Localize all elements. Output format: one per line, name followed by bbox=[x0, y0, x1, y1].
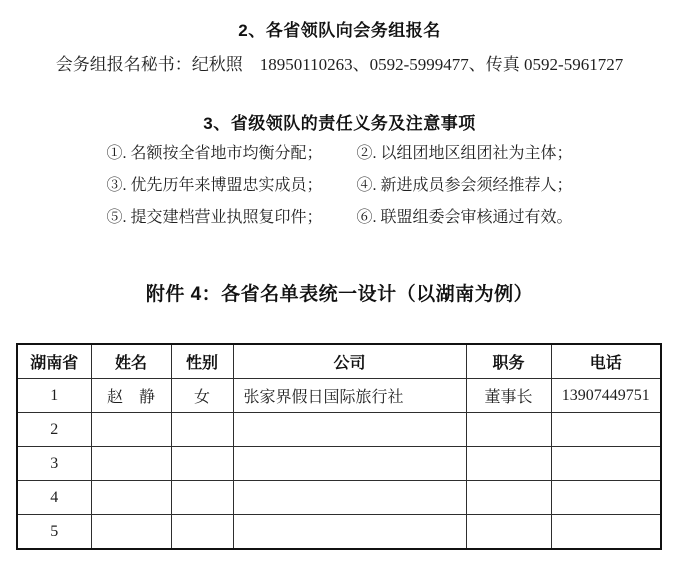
cell-gender bbox=[171, 413, 233, 447]
cell-position: 董事长 bbox=[466, 379, 551, 413]
rule-line bbox=[0, 207, 679, 228]
cell-name bbox=[91, 447, 171, 481]
cell-phone bbox=[551, 413, 661, 447]
cell-phone bbox=[551, 447, 661, 481]
table-row bbox=[17, 379, 661, 413]
cell-gender bbox=[171, 481, 233, 515]
cell-name bbox=[91, 481, 171, 515]
rule-item-5: ⑤. 提交建档营业执照复印件； bbox=[106, 209, 323, 226]
rule-item-3: ③. 优先历年来博盟忠实成员； bbox=[106, 177, 323, 194]
cell-index: 5 bbox=[17, 515, 91, 550]
rule-line bbox=[0, 175, 679, 196]
cell-gender: 女 bbox=[171, 379, 233, 413]
cell-phone bbox=[551, 515, 661, 550]
rule-item-6: ⑥. 联盟组委会审核通过有效。 bbox=[356, 209, 573, 226]
cell-position bbox=[466, 413, 551, 447]
cell-position bbox=[466, 481, 551, 515]
cell-position bbox=[466, 447, 551, 481]
cell-company: 张家界假日国际旅行社 bbox=[233, 379, 466, 413]
roster-table bbox=[16, 343, 662, 550]
cell-gender bbox=[171, 515, 233, 550]
cell-index: 4 bbox=[17, 481, 91, 515]
attachment-title: 附件 4：各省名单表统一设计（以湖南为例） bbox=[145, 284, 534, 305]
header-company: 公司 bbox=[233, 344, 466, 379]
secretary-contact-line: 会务组报名秘书：纪秋照 18950110263、0592-5999477、传真 0592-5961727 bbox=[55, 55, 624, 74]
table-header-row bbox=[17, 344, 661, 379]
cell-position bbox=[466, 515, 551, 550]
cell-name bbox=[91, 413, 171, 447]
rule-line bbox=[0, 143, 679, 164]
header-position: 职务 bbox=[466, 344, 551, 379]
cell-index: 1 bbox=[17, 379, 91, 413]
cell-company bbox=[233, 515, 466, 550]
rule-item-2: ②. 以组团地区组团社为主体； bbox=[356, 145, 573, 162]
header-gender: 性别 bbox=[171, 344, 233, 379]
registration-section-title: 2、各省领队向会务组报名 bbox=[238, 21, 441, 40]
duty-section-title: 3、省级领队的责任义务及注意事项 bbox=[203, 114, 476, 133]
cell-phone bbox=[551, 481, 661, 515]
header-phone: 电话 bbox=[551, 344, 661, 379]
rule-item-1: ①. 名额按全省地市均衡分配； bbox=[106, 145, 323, 162]
roster-table-container bbox=[16, 343, 662, 550]
cell-company bbox=[233, 447, 466, 481]
rule-item-4: ④. 新进成员参会须经推荐人； bbox=[356, 177, 573, 194]
cell-company bbox=[233, 413, 466, 447]
header-name: 姓名 bbox=[91, 344, 171, 379]
table-row bbox=[17, 447, 661, 481]
cell-name: 赵 静 bbox=[91, 379, 171, 413]
cell-index: 2 bbox=[17, 413, 91, 447]
cell-index: 3 bbox=[17, 447, 91, 481]
cell-company bbox=[233, 481, 466, 515]
table-row bbox=[17, 515, 661, 550]
cell-gender bbox=[171, 447, 233, 481]
table-row bbox=[17, 481, 661, 515]
cell-phone: 13907449751 bbox=[551, 379, 661, 413]
header-province: 湖南省 bbox=[17, 344, 91, 379]
table-row bbox=[17, 413, 661, 447]
rules-list bbox=[0, 143, 679, 239]
cell-name bbox=[91, 515, 171, 550]
